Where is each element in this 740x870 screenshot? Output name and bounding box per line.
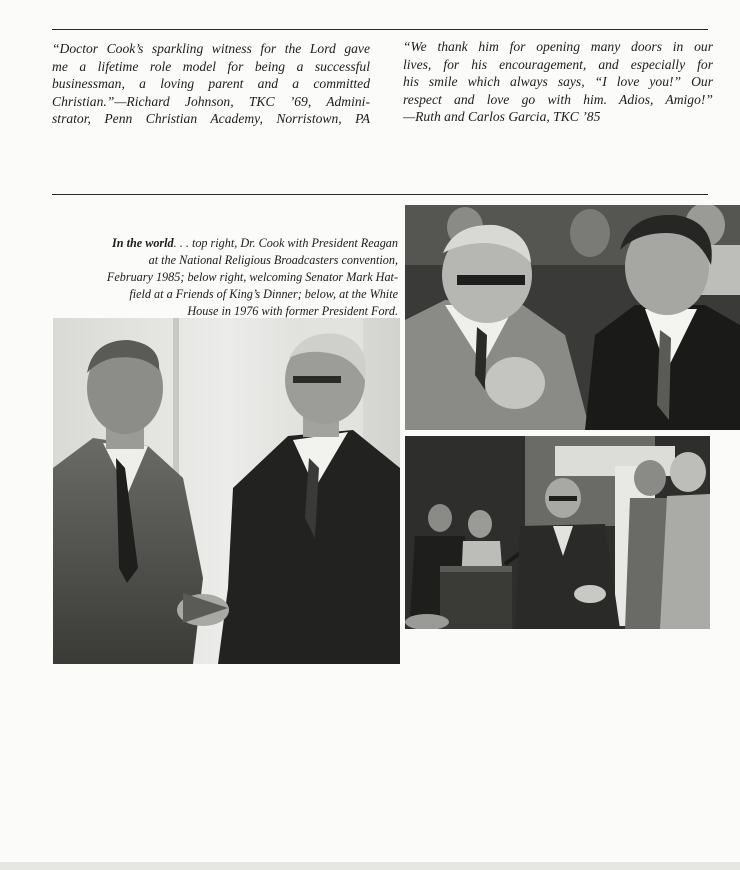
quote-line: lives, for his encouragement, and especially for	[403, 56, 713, 72]
quote-line: strator, Penn Christian Academy, Norristown, PA	[52, 111, 370, 126]
page-bottom-edge	[0, 862, 740, 870]
quote-line: —Ruth and Carlos Garcia, TKC ’85	[403, 109, 601, 124]
caption-line	[52, 235, 398, 252]
top-divider-rule	[52, 29, 708, 30]
caption-line: field at a Friends of King’s Dinner; below, at the White	[129, 287, 398, 301]
caption-line: February 1985; below right, welcoming Senator Mark Hat-	[106, 270, 398, 284]
caption-line: at the National Religious Broadcasters convention,	[148, 253, 398, 267]
quote-line: respect and love go with him. Adios, Amigo!”	[403, 91, 713, 107]
caption-text: . . . top right, Dr. Cook with President Reagan	[173, 236, 398, 250]
photo-reagan-image	[405, 205, 740, 430]
section-divider-rule	[52, 194, 708, 195]
quote-richard-johnson	[52, 40, 370, 128]
photo-hatfield-image	[405, 436, 710, 629]
photo-caption	[52, 235, 398, 320]
caption-line: House in 1976 with former President Ford.	[187, 304, 398, 318]
quote-line: his smile which always says, “I love you!” Our	[403, 74, 713, 89]
caption-lead: In the world	[112, 236, 174, 250]
photo-ford-handshake	[53, 318, 400, 664]
quote-line: “Doctor Cook’s sparkling witness for the Lord gave	[52, 41, 370, 56]
photo-ford-image	[53, 318, 400, 664]
quote-line: me a lifetime role model for being a successful	[52, 58, 370, 74]
photo-hatfield-dinner	[405, 436, 710, 629]
quote-line: businessman, a loving parent and a committed	[52, 76, 370, 91]
quote-line: “We thank him for opening many doors in our	[403, 39, 713, 54]
photo-reagan-convention	[405, 205, 740, 430]
quote-ruth-carlos-garcia	[403, 38, 713, 126]
quote-line: Christian.”—Richard Johnson, TKC ’69, Admini-	[52, 93, 370, 109]
